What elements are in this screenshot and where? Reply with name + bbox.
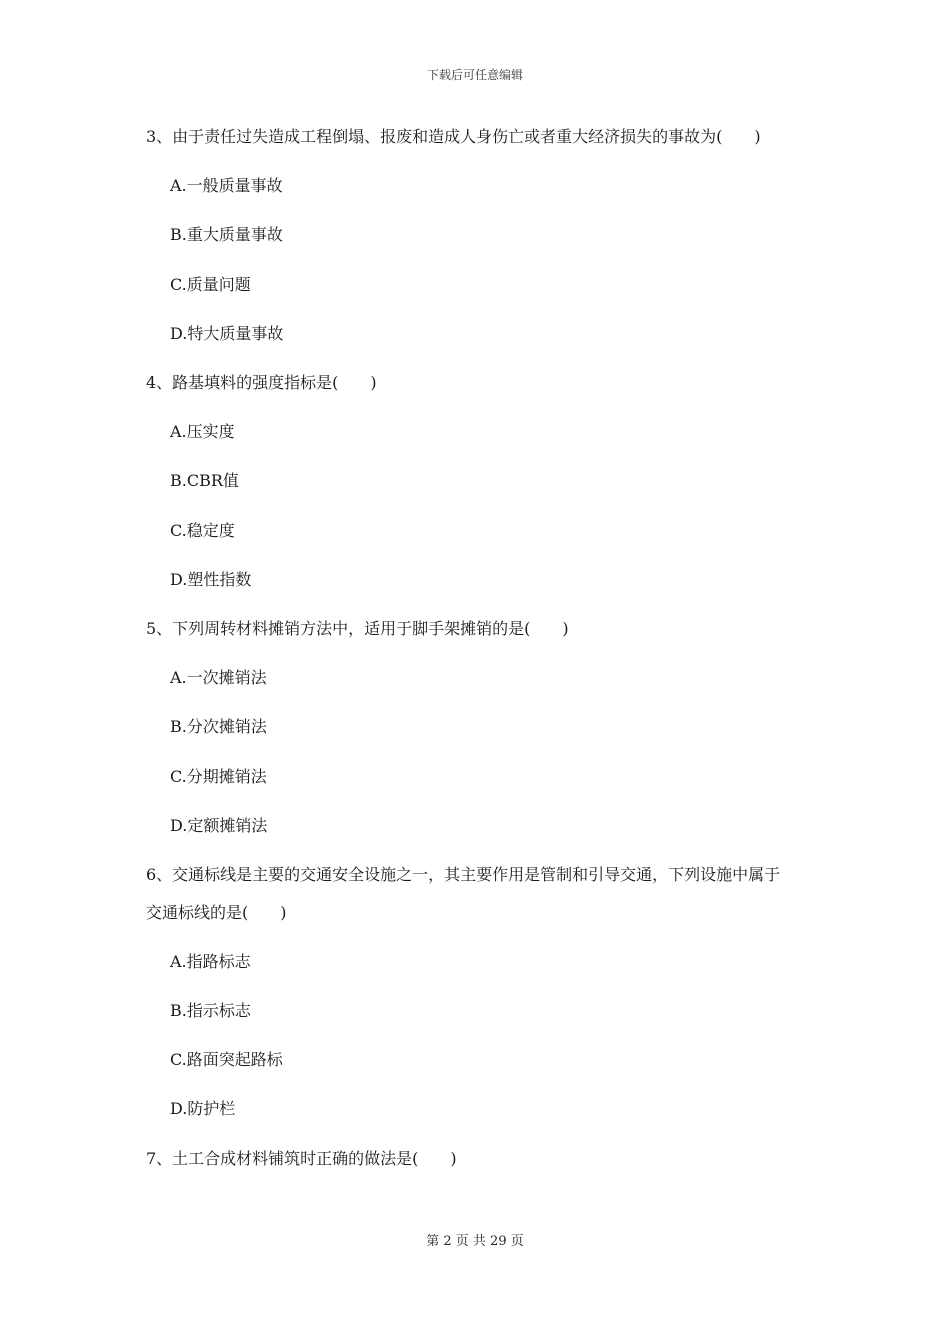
question-6-stem-continuation: 交通标线的是( ) bbox=[146, 903, 287, 922]
question-4-option-b: B.CBR值 bbox=[170, 471, 239, 490]
question-6-stem: 6、交通标线是主要的交通安全设施之一，其主要作用是管制和引导交通，下列设施中属于 bbox=[146, 865, 781, 884]
page-footer: 第 2 页 共 29 页 bbox=[426, 1234, 524, 1249]
question-4-stem: 4、路基填料的强度指标是( ) bbox=[146, 373, 377, 392]
question-3-option-b: B.重大质量事故 bbox=[170, 225, 283, 244]
question-6-option-b: B.指示标志 bbox=[170, 1001, 251, 1020]
question-3-option-d: D.特大质量事故 bbox=[170, 324, 284, 343]
question-6-option-a: A.指路标志 bbox=[170, 952, 251, 971]
question-5-option-c: C.分期摊销法 bbox=[170, 767, 267, 786]
question-4-option-c: C.稳定度 bbox=[170, 521, 235, 540]
question-3-stem: 3、由于责任过失造成工程倒塌、报废和造成人身伤亡或者重大经济损失的事故为( ) bbox=[146, 127, 761, 146]
question-5-stem: 5、下列周转材料摊销方法中，适用于脚手架摊销的是( ) bbox=[146, 619, 569, 638]
question-4-option-d: D.塑性指数 bbox=[170, 570, 252, 589]
question-3-option-c: C.质量问题 bbox=[170, 275, 251, 294]
question-6-option-c: C.路面突起路标 bbox=[170, 1050, 283, 1069]
page-header: 下载后可任意编辑 bbox=[426, 68, 523, 82]
question-5-option-b: B.分次摊销法 bbox=[170, 717, 267, 736]
question-7-stem: 7、土工合成材料铺筑时正确的做法是( ) bbox=[146, 1149, 457, 1168]
question-5-option-a: A.一次摊销法 bbox=[170, 668, 267, 687]
question-5-option-d: D.定额摊销法 bbox=[170, 816, 268, 835]
question-4-option-a: A.压实度 bbox=[170, 422, 235, 441]
question-3-option-a: A.一般质量事故 bbox=[170, 176, 283, 195]
question-6-option-d: D.防护栏 bbox=[170, 1099, 236, 1118]
